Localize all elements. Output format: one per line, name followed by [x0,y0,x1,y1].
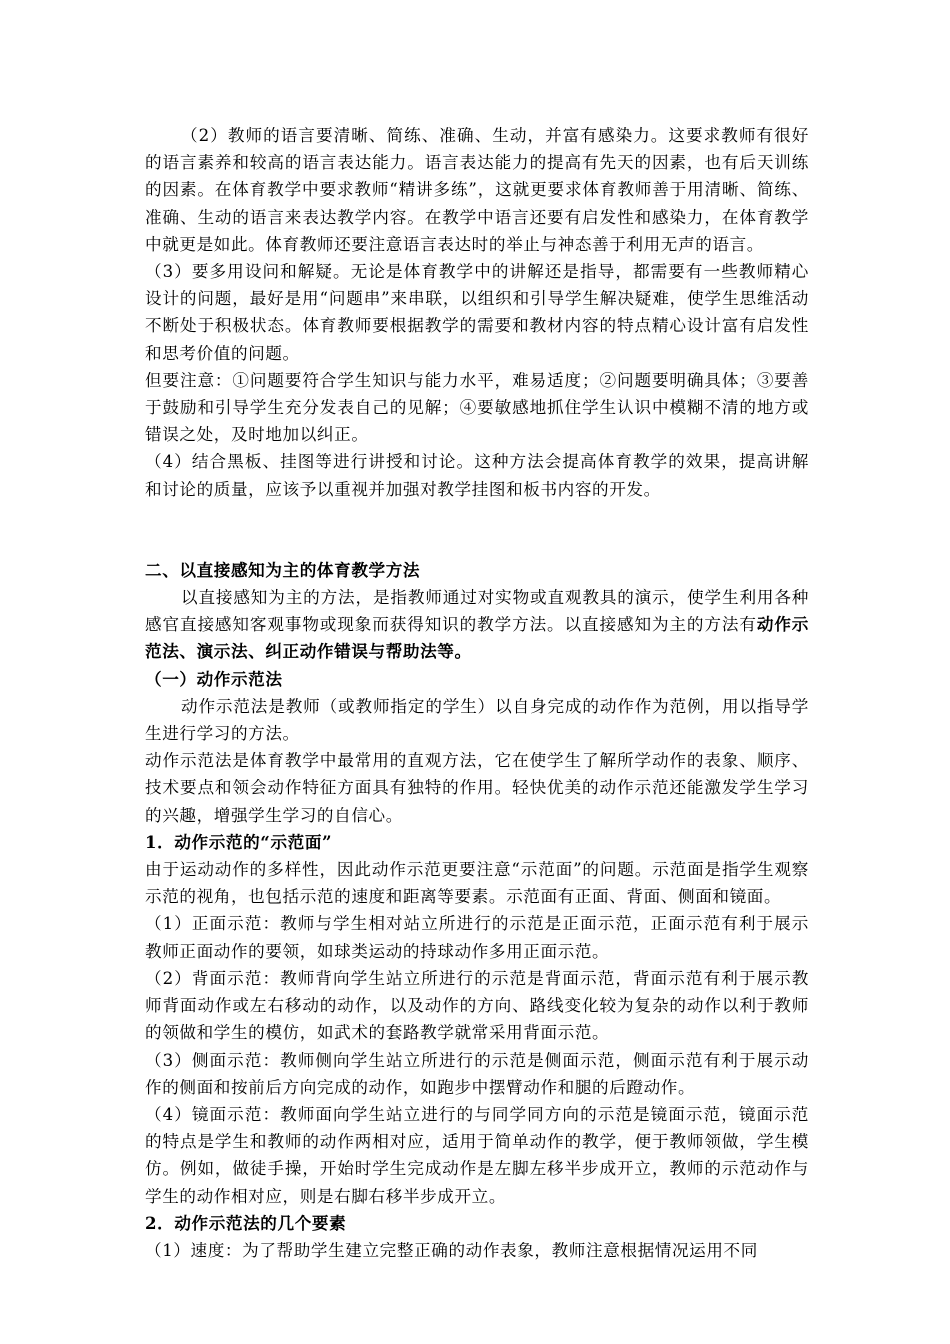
paragraph-speed: （1）速度：为了帮助学生建立完整正确的动作表象，教师注意根据情况运用不同 [145,1240,758,1260]
subsection-heading-demonstration: （一）动作示范法 [145,668,283,689]
section-gap [145,503,809,557]
section-heading-direct-perception: 二、以直接感知为主的体育教学方法 [145,559,421,580]
paragraph-side-demo: （3）侧面示范：教师侧向学生站立所进行的示范是侧面示范，侧面示范有利于展示动作的侧面和按前后方向完成的动作，如跑步中摆臂动作和腿的后蹬动作。 [145,1050,809,1097]
paragraph-demonstration-face: 由于运动动作的多样性，因此动作示范更要注意“示范面”的问题。示范面是指学生观察示范的视角，也包括示范的速度和距离等要素。示范面有正面、背面、侧面和镜面。 [145,860,809,907]
heading-demonstration-elements: 2．动作示范法的几个要素 [145,1212,347,1233]
paragraph-blackboard: （4）结合黑板、挂图等进行讲授和讨论。这种方法会提高体育教学的效果，提高讲解和讨论的质量，应该予以重视并加强对教学挂图和板书内容的开发。 [145,452,809,499]
paragraph-language-requirements: （2）教师的语言要清晰、简练、准确、生动，并富有感染力。这要求教师有很好的语言素养和较高的语言表达能力。语言表达能力的提高有先天的因素，也有后天训练的因素。在体育教学中要求教师“精讲多练”，这就更要求体育教师善于用清晰、简练、准确、生动的语言来表达教学内容。在教学中语言还要有启发性和感染力，在体育教学中就更是如此。体育教师还要注意语言表达时的举止与神态善于利用无声的语言。 [145,126,809,254]
paragraph-attention-points: 但要注意：①问题要符合学生知识与能力水平，难易适度；②问题要明确具体；③要善于鼓励和引导学生充分发表自己的见解；④要敏感地抓住学生认识中模糊不清的地方或错误之处，及时地加以纠正。 [145,370,809,445]
paragraph-mirror-demo: （4）镜面示范：教师面向学生站立进行的与同学同方向的示范是镜面示范，镜面示范的特点是学生和教师的动作两相对应，适用于简单动作的教学，便于教师领做，学生模仿。例如，做徒手操，开始时学生完成动作是左脚左移半步成开立，教师的示范动作与学生的动作相对应，则是右脚右移半步成开立。 [145,1104,809,1206]
paragraph-front-demo: （1）正面示范：教师与学生相对站立所进行的示范是正面示范，正面示范有利于展示教师正面动作的要领，如球类运动的持球动作多用正面示范。 [145,914,809,961]
intro-bold-methods: 动作示范法、演示法、纠正动作错误与帮助法等。 [145,614,809,662]
paragraph-direct-perception-intro [145,584,809,666]
paragraph-demonstration-role: 动作示范法是体育教学中最常用的直观方法，它在使学生了解所学动作的表象、顺序、技术要点和领会动作特征方面具有独特的作用。轻快优美的动作示范还能激发学生学习的兴趣，增强学生学习的自信心。 [145,751,809,825]
paragraph-demonstration-definition: 动作示范法是教师（或教师指定的学生）以自身完成的动作作为范例，用以指导学生进行学习的方法。 [145,696,809,744]
heading-demonstration-face: 1．动作示范的“示范面” [145,831,333,852]
intro-text: 以直接感知为主的方法，是指教师通过对实物或直观教具的演示，使学生利用各种感官直接感知客观事物或现象而获得知识的教学方法。以直接感知为主的方法有 [145,588,809,635]
paragraph-back-demo: （2）背面示范：教师背向学生站立所进行的示范是背面示范，背面示范有利于展示教师背面动作或左右移动的动作，以及动作的方向、路线变化较为复杂的动作以利于教师的领做和学生的模仿，如武术的套路教学就常采用背面示范。 [145,968,809,1043]
paragraph-questioning: （3）要多用设问和解疑。无论是体育教学中的讲解还是指导，都需要有一些教师精心设计的问题，最好是用“问题串”来串联，以组织和引导学生解决疑难，使学生思维活动不断处于积极状态。体育教师要根据教学的需要和教材内容的特点精心设计富有启发性和思考价值的问题。 [145,262,809,363]
document-page [145,122,809,1264]
